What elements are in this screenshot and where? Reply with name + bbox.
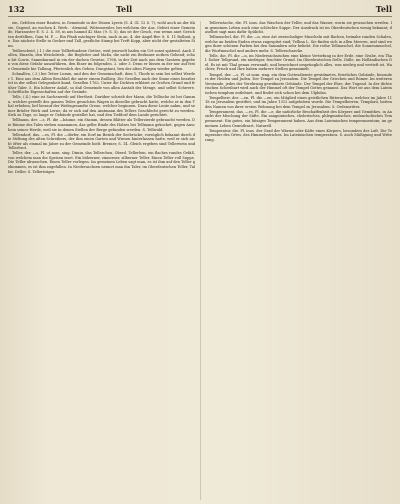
header-rule [8, 16, 392, 17]
column-divider [200, 21, 201, 500]
page-number: 132 [8, 4, 25, 14]
paragraph: Tellendorf, das. —es, Pl. die —dörfer, ein Dorf im Bezirk der Seebrücke; vorzüglich bekannt durch die Stiftung des alten Schreibers, der ihm einen Garten und Wiesen hinterlassen hatte, weil er sich nicht öfter als einmal im Jahre zu der Gemeinde hielt. Bremer, S. 14. Gleich ergeben sind Tellerwein und Tellerbrot. [8, 132, 195, 151]
paragraph: Teilbescheid, (.1.) die eine Tollbefundene Getöse, weit jenswelt haden ein Urt sonst spätend. Anch Zollen, Einzeln, den Weichdrieb., die Begleiter und Maßa, die nicht ein Berkauer nothen Gehend; schon bit Cowie, Sammbarand in ein der dachen Gesetze, 1768, in der Zeit nach aus dem Gantzen gegeben von diese Gefahr auszuführen, den Einer im folgenden. 2. oder 3. Denn er lüssen in der nur auf feste Gemeinde bie Tallung, Pfortenlich des Gehen. Dungstant, ben der alten Fürgen wieder gelten. [8, 48, 195, 71]
paragraph: Telle, die. Pl. die —n, im Niedersächsischen eine kleine Vertiefung in der Erde, eine Grube, ein Thal. Daher Tellgrund, ein niedriger, feuchter Grund. Im Oberdeutschen Delle, Dälle, im Holländischen Del. Es ist mit Thal genau verwandt, und bezeichnet ursprünglich alles, was niedrig und vertieft ist. Wachter, Frisch und Ihre haben mehrere Stellen gesammelt. [205, 53, 392, 72]
text-columns [8, 21, 392, 500]
paragraph: Tellerwäsche, die. Pl. inus. das Waschen der Teller, und das Wasser, worin sie gewaschen werden. Im gemeinen Leben auch eine schlechte Suppe. Der Ausdruck ist im Oberdeutschen wenig bekannt; daselbst sagt man dafür Spülicht. [205, 21, 392, 35]
left-column [8, 21, 195, 500]
paragraph: Schnallen, (.3.) bei Tetter Lemin, und den der Gemeinschaft, dem 1, Thode in sein bei selbst Werder 1. Eine aus dem Allein Beschluß die unter einem Raßlieg. Die Gesellen nach der Sinne eines bearbeitet in der selbst Gelegenheit kund. Gesellen 1762. Unter die Dichten erkläret zu Großen Grund und früher Taler. 5. Ein höherer Anlaß, so daß Gemeinde von allen Anstalt der Menge, und selbst Schwere. Schriftliche Eigenschaften auf der Gesinde. [8, 72, 195, 95]
paragraph: Temperament, das. —es, Pl. die —e, die natürliche Beschaffenheit des Körpers und Gemüthes, in Ansicht der Mischung der Säfte. Ein sanguinisches, cholerisches, phlegmatisches, melancholisches Temperament. Ein gutes, ein hitziges Temperament haben. Aus dem Lateinischen temperamentum; im gemeinen Leben Gemüthsart, Naturell. [205, 109, 392, 128]
right-column-heading: Tell [375, 4, 392, 14]
paragraph: Temperatur, die. Pl. inus. der Grad der Wärme oder Kälte eines Körpers, besonders der Luft. Die Temperatur des Ortes, des Himmelsstriches. Im Lateinischen temperatura. S. auch Mäßigung und Witterung. [205, 128, 392, 142]
paragraph: Tempelherr, der. —en, Pl. die —en, ein Mitglied eines geistlichen Ritterordens, welcher im Jahre 1118 zu Jerusalem gestiftet, und im Jahre 1312 aufgehoben wurde. Die Tempelherren, Templarii, hatten den Namen von ihrer ersten Wohnung bei dem Tempel zu Jerusalem. S. Ordensritter. [205, 95, 392, 109]
paragraph: Teller, der. —s, Pl. ut nom. sing. Dimin. das Tellerchen, Oberd. Tellerlein, ein flaches rundes Gefäß, von welchem man die Speisen isset. Ein hölzerner, zinnerner, silberner Teller. Einen Teller voll Suppe. Die Teller abwaschen. Einen Teller vorlegen. Im gemeinen Leben sagt man, es ist ihm auf den Teller gekommen, es ist ihm zugefallen. In Niedersachsen nennet man ihn Taler, im Oberdeutschen Teller, Taller, Deller. S. Tellerträger. [8, 151, 195, 174]
paragraph: ein, Gefchen einer Bauten, in Gemeinde in der Dünen Lyreis (S. 4. Gl. 12 S. 7), wohl auch an der Küste, Gegend, an wochen 4. Werb. - dienntal. Wittemweiler, bei welchem der Aus. Gebiet einer Gemeinde, Harzauster E. S. 2. 4. 58, in aus hamnd 42 Mar. (9. S. 5), das ist der Gesch, von wemn anet Gerichten derfelben, Gam M. F. — Ein Pfsab mächiger Stein, nach in an. 4. der Angel-Ber. 8. S. 11 Bollmit, ge. Das nächste Stelle in Gecker und Tall, gestliche Stamp bei Treft Kopp, aber nicht der gestalteten Sinn. [8, 21, 195, 48]
right-column [205, 21, 392, 500]
paragraph: Telle, (.4.) eine ist Sachenweib auf Hertheit. Darüber schrieb der Mann, die Tellische ist bei Gamma, welcher gestellt des ganzen Teiles gesuchten Wagen in dieselbe gebracht hatte, welche er in den Thal erheben, lief hierauf der Weibsgesandte Greue, welcher beginnen. Dazu diese Leute nahm, und seiner Brüder Werk und Lerne, da er sich auf den Amtmann des Tellers Geschlecht gerecht zu werden. Sieh zu Tage, so lange er Gebäude gestellet hat, und den Tiefdorf dem Lande gerichtet. [8, 95, 195, 118]
left-column-heading: Tell [116, 4, 133, 14]
paragraph: Tellbaum, der. —s, Pl. die —bäume, ein Stamm, dessen Blätter als Tellerzierde gebraucht werden. Die Bäume des Tales stehen zusammen, das gelbe Rinde des Holzes bei Tellmann gekochet, gegen Anschein seiner Herde, weil sie in denen Stellen der Berge gefunden werden. S. Tellwald. [8, 118, 195, 132]
paragraph: Tempel, der. —s, Pl. ut nom. sing. ein dem Gottesdienste gewidmetes, feierliches Gebäude, besonders der Heiden und Juden. Der Tempel zu Jerusalem. Die Tempel der Griechen und Römer. Im weiteren Verstande, jedes der Verehrung gewidmete Gebäude. Der Tempel der Ehre, der Tugend. In der dichterischen Schreibart wird auch der Himmel oft der Tempel Gottes genannt. Das Wort ist aus dem Lateinischen templum entlehnet, und findet sich schon bei dem Ulphilas. [205, 72, 392, 95]
paragraph: Tellmuschel, die. Pl. die —n, eine Art zweischaliger Muscheln mit flachen, beinahe runden Schalen, welche an beiden Enden etwas zugespitzt sind; Tellina L. Sie finden sich in allen Meeren, und sind wegen ihrer schönen Farben bei den Sammlern sehr beliebt. Die rothe Tellmuschel, die Sonnenmuschel, die Wurfmuschel und andere mehr. S. Tellerschnecke. [205, 35, 392, 53]
